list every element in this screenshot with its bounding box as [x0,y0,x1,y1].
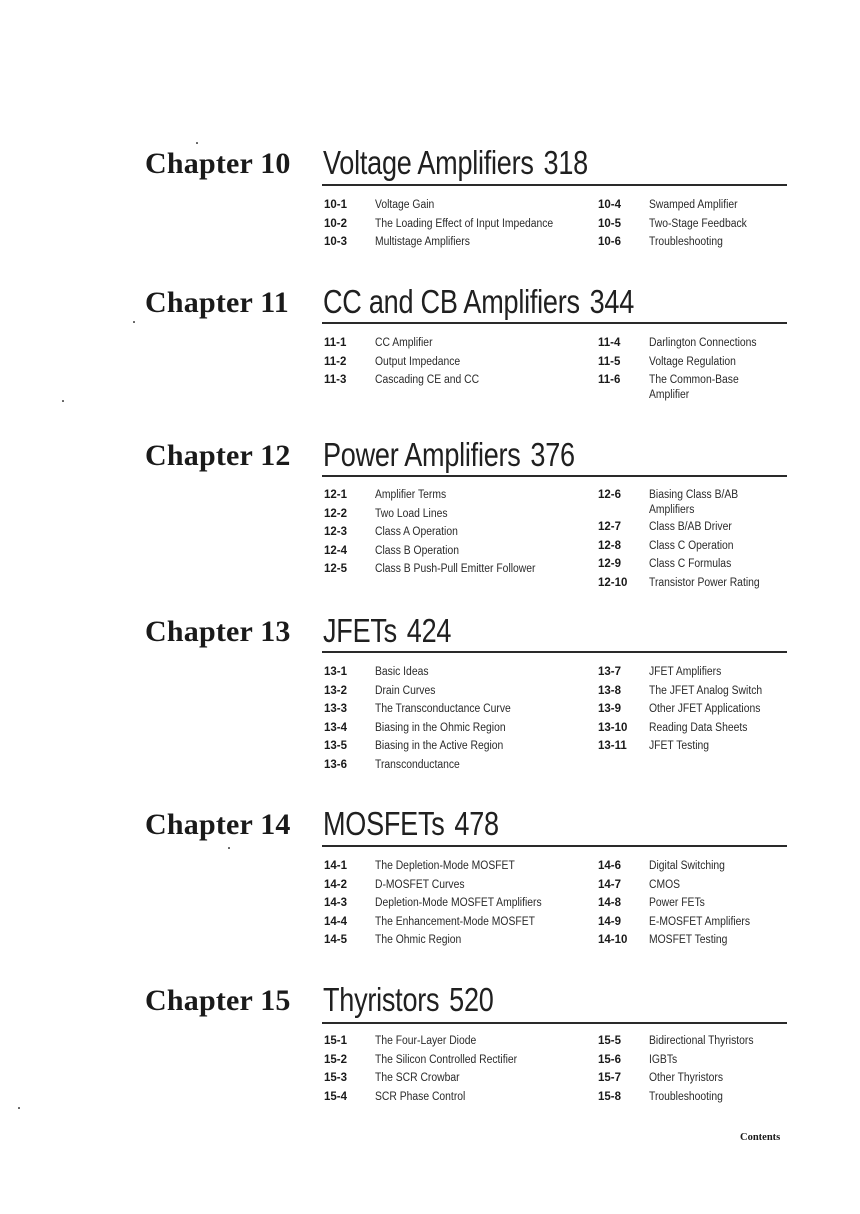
section-title: Biasing Class B/AB Amplifiers [649,489,739,516]
section-column-left [324,1032,594,1106]
toc-entry[interactable] [324,505,594,524]
section-title: Class C Operation [649,539,734,552]
section-title: Power FETs [649,897,705,909]
section-title: The Enhancement-Mode MOSFET [375,915,535,928]
section-number: 10-1 [324,199,348,211]
toc-entry[interactable] [324,931,594,950]
section-title: The Transconductance Curve [375,703,511,715]
section-column-left [324,663,594,774]
section-title: Reading Data Sheets [649,721,748,734]
section-title: Digital Switching [649,860,725,872]
toc-entry[interactable] [324,523,594,542]
section-number: 12-7 [598,521,622,533]
section-number: 11-2 [324,355,347,368]
section-title: The Common-Base Amplifier [649,374,739,401]
toc-entry[interactable] [324,756,594,775]
toc-entry[interactable] [598,913,798,932]
section-number: 15-3 [324,1072,348,1084]
section-column-left [324,196,594,252]
section-number: 13-10 [598,721,628,734]
chapter-title[interactable] [323,611,451,651]
toc-entry[interactable] [324,542,594,561]
section-column-right [598,1032,798,1106]
toc-entry[interactable] [324,334,594,353]
toc-entry[interactable] [324,371,594,390]
section-number: 15-6 [598,1053,622,1066]
toc-entry[interactable] [324,876,594,895]
section-title: Class B Push-Pull Emitter Follower [375,563,536,575]
section-number: 11-1 [324,337,347,349]
scan-artifact [62,400,64,402]
section-number: 10-2 [324,217,348,230]
section-title: Bidirectional Thyristors [649,1035,754,1047]
toc-entry[interactable] [598,894,798,913]
chapter-title-text: Power Amplifiers [323,436,521,473]
chapter-title[interactable] [323,435,575,475]
toc-entry[interactable] [598,876,798,895]
section-number: 11-4 [598,337,621,349]
toc-entry[interactable] [324,215,594,234]
section-number: 12-8 [598,539,622,552]
section-title: Multistage Amplifiers [375,236,470,248]
section-title: CC Amplifier [375,337,433,349]
toc-entry[interactable] [324,1051,594,1070]
section-title: Class B/AB Driver [649,521,732,533]
section-number: 15-2 [324,1053,348,1066]
chapter-label: Chapter 13 [145,615,291,648]
toc-entry[interactable] [324,1069,594,1088]
toc-entry[interactable] [598,233,798,252]
chapter-label: Chapter 15 [145,984,291,1017]
section-title: Two Load Lines [375,507,448,520]
section-title: Biasing in the Active Region [375,740,504,752]
section-title: Other JFET Applications [649,703,761,715]
section-column-left [324,334,594,390]
section-number: 12-10 [598,576,628,589]
section-number: 14-6 [598,860,622,872]
chapter-title[interactable] [323,282,634,322]
section-title: The Loading Effect of Input Impedance [375,217,554,230]
section-title: Class A Operation [375,526,458,538]
section-title: Transconductance [375,758,460,771]
chapter-label: Chapter 12 [145,439,291,472]
chapter-title-text: JFETs [323,612,397,649]
section-title: Troubleshooting [649,236,723,248]
section-number: 12-9 [598,558,622,570]
chapter-divider [322,184,787,186]
section-title: Cascading CE and CC [375,374,480,386]
section-number: 12-3 [324,526,348,538]
toc-entry[interactable] [598,737,798,756]
section-number: 11-6 [598,374,621,386]
section-title: The Four-Layer Diode [375,1035,477,1047]
toc-entry[interactable] [598,196,798,215]
toc-entry[interactable] [598,537,798,556]
section-number: 10-4 [598,199,622,211]
section-number: 14-10 [598,934,628,946]
section-title: Output Impedance [375,355,461,368]
chapter-divider [322,1022,787,1024]
chapter-label: Chapter 10 [145,147,291,180]
section-title: Transistor Power Rating [649,576,760,589]
section-number: 13-11 [598,740,627,752]
section-title: Other Thyristors [649,1072,724,1084]
scan-artifact [18,1107,20,1109]
section-number: 14-3 [324,897,348,909]
section-number: 15-8 [598,1090,622,1103]
toc-entry[interactable] [598,486,798,518]
toc-entry[interactable] [598,1069,798,1088]
section-number: 10-5 [598,217,622,230]
section-title: D-MOSFET Curves [375,878,465,891]
toc-entry[interactable] [324,353,594,372]
section-title: Biasing in the Ohmic Region [375,721,506,734]
section-title: Class C Formulas [649,558,732,570]
section-number: 14-8 [598,897,622,909]
section-title: SCR Phase Control [375,1090,466,1103]
section-number: 12-5 [324,563,348,575]
section-number: 14-2 [324,878,348,891]
section-title: Depletion-Mode MOSFET Amplifiers [375,897,542,909]
section-number: 14-7 [598,878,622,891]
section-number: 10-3 [324,236,348,248]
section-title: The Silicon Controlled Rectifier [375,1053,518,1066]
chapter-page-number: 424 [406,612,452,649]
section-column-right [598,857,798,950]
section-title: JFET Testing [649,740,710,752]
toc-entry[interactable] [324,233,594,252]
chapter-label: Chapter 11 [145,286,289,319]
toc-entry[interactable] [598,334,798,353]
section-title: Swamped Amplifier [649,199,738,211]
section-number: 13-4 [324,721,348,734]
scan-artifact [133,321,135,323]
chapter-title-text: MOSFETs [323,805,445,842]
section-number: 12-2 [324,507,348,520]
section-column-right [598,663,798,756]
toc-entry[interactable] [598,1088,798,1107]
section-number: 14-9 [598,915,622,928]
toc-entry[interactable] [598,700,798,719]
toc-entry[interactable] [324,663,594,682]
toc-entry[interactable] [598,663,798,682]
section-number: 13-3 [324,703,348,715]
chapter-page-number: 376 [530,436,575,473]
section-number: 13-1 [324,666,348,678]
toc-entry[interactable] [324,857,594,876]
section-number: 15-1 [324,1035,348,1047]
section-number: 15-7 [598,1072,622,1084]
section-title: E-MOSFET Amplifiers [649,915,751,928]
section-title: The SCR Crowbar [375,1072,460,1084]
chapter-divider [322,651,787,653]
toc-entry[interactable] [324,1088,594,1107]
section-column-right [598,334,798,403]
section-column-left [324,857,594,950]
toc-entry[interactable] [324,560,594,579]
section-number: 13-9 [598,703,622,715]
section-number: 12-4 [324,544,348,557]
section-number: 14-5 [324,934,348,946]
section-number: 12-6 [598,489,622,501]
toc-entry[interactable] [598,215,798,234]
toc-entry[interactable] [598,1032,798,1051]
chapter-divider [322,845,787,847]
section-column-right [598,486,798,592]
section-number: 10-6 [598,236,622,248]
chapter-title[interactable] [323,980,494,1020]
chapter-title[interactable] [323,804,499,844]
section-title: The JFET Analog Switch [649,684,763,697]
section-column-right [598,196,798,252]
toc-entry[interactable] [324,700,594,719]
section-title: Basic Ideas [375,666,429,678]
section-title: Class B Operation [375,544,459,557]
section-column-left [324,486,594,579]
section-title: The Ohmic Region [375,934,462,946]
section-title: Darlington Connections [649,337,757,349]
toc-entry[interactable] [598,682,798,701]
scan-artifact [228,847,230,849]
chapter-page-number: 318 [543,144,588,181]
scan-artifact [196,142,198,144]
section-number: 15-5 [598,1035,622,1047]
section-title: The Depletion-Mode MOSFET [375,860,515,872]
toc-entry[interactable] [324,719,594,738]
chapter-title-text: Thyristors [323,981,440,1018]
chapter-page-number: 344 [589,283,635,320]
chapter-title[interactable] [323,143,588,183]
section-number: 13-7 [598,666,622,678]
section-number: 11-3 [324,374,347,386]
chapter-divider [322,322,787,324]
section-title: CMOS [649,878,681,891]
section-number: 13-6 [324,758,348,771]
section-title: Two-Stage Feedback [649,217,747,230]
toc-entry[interactable] [598,574,798,593]
section-title: Voltage Gain [375,199,435,211]
section-number: 13-8 [598,684,622,697]
section-number: 14-4 [324,915,348,928]
toc-entry[interactable] [324,196,594,215]
toc-entry[interactable] [324,486,594,505]
section-title: JFET Amplifiers [649,666,722,678]
section-title: Troubleshooting [649,1090,723,1103]
section-number: 13-2 [324,684,348,697]
section-number: 15-4 [324,1090,348,1103]
section-number: 12-1 [324,489,348,501]
section-number: 13-5 [324,740,348,752]
chapter-page-number: 520 [449,981,494,1018]
toc-entry[interactable] [598,518,798,537]
chapter-label: Chapter 14 [145,808,291,841]
section-title: MOSFET Testing [649,934,728,946]
toc-entry[interactable] [324,737,594,756]
toc-entry[interactable] [598,1051,798,1070]
toc-entry[interactable] [598,353,798,372]
section-number: 11-5 [598,355,621,368]
section-title: IGBTs [649,1053,678,1066]
toc-entry[interactable] [324,894,594,913]
chapter-page-number: 478 [454,805,499,842]
chapter-title-text: CC and CB Amplifiers [323,283,580,320]
toc-entry[interactable] [324,682,594,701]
toc-entry[interactable] [598,931,798,950]
toc-entry[interactable] [598,371,798,403]
toc-entry[interactable] [598,857,798,876]
chapter-divider [322,475,787,477]
section-title: Voltage Regulation [649,355,736,368]
toc-entry[interactable] [598,555,798,574]
section-title: Drain Curves [375,684,436,697]
section-title: Amplifier Terms [375,489,447,501]
toc-entry[interactable] [324,1032,594,1051]
running-footer: Contents [740,1132,781,1143]
section-number: 14-1 [324,860,348,872]
chapter-title-text: Voltage Amplifiers [323,144,534,181]
toc-entry[interactable] [598,719,798,738]
toc-entry[interactable] [324,913,594,932]
